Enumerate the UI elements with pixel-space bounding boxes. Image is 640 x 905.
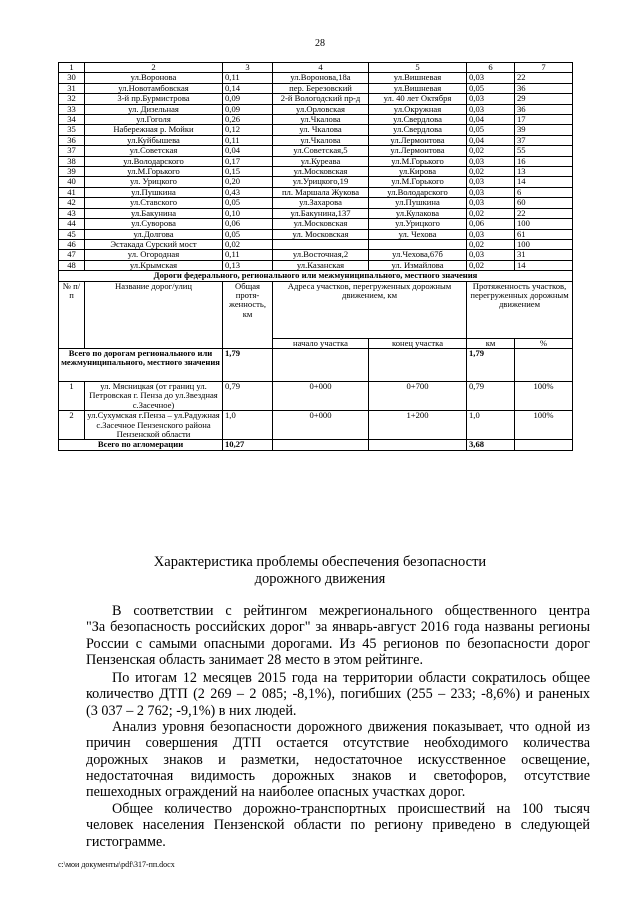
table-cell — [369, 239, 467, 249]
table-cell: 14 — [515, 260, 573, 270]
road-end: 1+200 — [369, 411, 467, 440]
table-cell: 0,03 — [467, 104, 515, 114]
table-cell: Набережная р. Мойки — [85, 125, 223, 135]
total-agglomeration-row — [59, 440, 573, 450]
table-cell: ул.Пушкина — [369, 198, 467, 208]
table-cell: 0,12 — [223, 125, 273, 135]
table-row — [59, 156, 573, 166]
table-cell: 47 — [59, 250, 85, 260]
table-cell: ул. Чкалова — [273, 125, 369, 135]
table-cell: ул. Чехова — [369, 229, 467, 239]
table-cell: 35 — [59, 125, 85, 135]
table-row — [59, 239, 573, 249]
table-row — [59, 94, 573, 104]
col-name-header: Название дорог/улиц — [85, 281, 223, 348]
table-cell: 6 — [515, 187, 573, 197]
table-cell: 0,06 — [467, 219, 515, 229]
table-cell: 0,02 — [467, 208, 515, 218]
table-cell: 39 — [59, 167, 85, 177]
road-num: 1 — [59, 381, 85, 410]
table-cell: ул.Московская — [273, 219, 369, 229]
section-heading — [0, 554, 640, 588]
text-line: В соответствии с рейтингом межрегионального общественного центра — [112, 603, 590, 619]
road-km: 0,79 — [467, 381, 515, 410]
text-line: Пензенская область занимает 28 место в этом рейтинге. — [86, 651, 423, 668]
road-start: 0+000 — [273, 381, 369, 410]
table-cell: 39 — [515, 125, 573, 135]
col-pct-header: % — [515, 338, 573, 348]
text-line: По итогам 12 месяцев 2015 года на территории области сократилось общее — [112, 670, 590, 686]
table-cell: 29 — [515, 94, 573, 104]
table-cell: 0,11 — [223, 73, 273, 83]
table-row — [59, 125, 573, 135]
table-cell: 0,43 — [223, 187, 273, 197]
table-cell: ул.М.Горького — [369, 177, 467, 187]
table-cell: 37 — [515, 135, 573, 145]
table-row — [59, 219, 573, 229]
roads-table — [58, 62, 573, 451]
table-cell: ул.Пушкина — [85, 187, 223, 197]
roads-header-row — [59, 281, 573, 338]
text-line: Анализ уровня безопасности дорожного движения показывает, что одной из — [112, 719, 590, 735]
road-km: 1,0 — [467, 411, 515, 440]
table-cell: ул.Орловская — [273, 104, 369, 114]
table-cell: 32 — [59, 94, 85, 104]
table-cell: ул.Чкалова — [273, 115, 369, 125]
table-row — [59, 115, 573, 125]
table-cell: 16 — [515, 156, 573, 166]
road-length: 0,79 — [223, 381, 273, 410]
table-cell: ул.Воронова — [85, 73, 223, 83]
table-cell: ул.Чкалова — [273, 135, 369, 145]
road-end: 0+700 — [369, 381, 467, 410]
table-cell: ул.Кулакова — [369, 208, 467, 218]
road-start: 0+000 — [273, 411, 369, 440]
table-cell: 0,05 — [223, 229, 273, 239]
header-cell: 2 — [85, 63, 223, 73]
table-cell: ул.Суворова — [85, 219, 223, 229]
table-cell: ул.Воронова,18а — [273, 73, 369, 83]
table-cell: 0,05 — [223, 198, 273, 208]
paragraph-rating — [86, 603, 590, 668]
table-cell: 0,03 — [467, 177, 515, 187]
col-length-header: Общая протя-женность, км — [223, 281, 273, 348]
empty-cell — [515, 348, 573, 381]
table-row — [59, 135, 573, 145]
col-start-header: начало участка — [273, 338, 369, 348]
empty-cell — [369, 440, 467, 450]
heading-line: дорожного движения — [254, 571, 386, 587]
table-cell: 43 — [59, 208, 85, 218]
table-cell: 0,09 — [223, 104, 273, 114]
table-cell: 61 — [515, 229, 573, 239]
text-line: России с самыми опасными дорогами. Из 45 регионов по безопасности дорог — [86, 635, 590, 652]
table-cell: ул.М.Горького — [369, 156, 467, 166]
table-cell: 31 — [515, 250, 573, 260]
table-row — [59, 73, 573, 83]
text-line: человек населения Пензенской области по региону приведено в следующей — [86, 817, 590, 834]
table-cell — [273, 239, 369, 249]
table-cell: ул. Огородная — [85, 250, 223, 260]
table-cell: 0,05 — [467, 83, 515, 93]
table-cell: 22 — [515, 73, 573, 83]
table-row — [59, 146, 573, 156]
table-cell: 36 — [515, 104, 573, 114]
table-cell: 33 — [59, 104, 85, 114]
table-cell: 34 — [59, 115, 85, 125]
table-row — [59, 208, 573, 218]
header-cell: 5 — [369, 63, 467, 73]
table-cell: 48 — [59, 260, 85, 270]
table-cell: 0,10 — [223, 208, 273, 218]
table-cell: ул.Московская — [273, 167, 369, 177]
table-cell: пл. Маршала Жукова — [273, 187, 369, 197]
table-cell: 0,26 — [223, 115, 273, 125]
table-cell: 14 — [515, 177, 573, 187]
empty-cell — [273, 348, 369, 381]
table-cell: 0,06 — [223, 219, 273, 229]
table-cell: 0,17 — [223, 156, 273, 166]
table-cell: 0,03 — [467, 73, 515, 83]
table-cell: 0,11 — [223, 250, 273, 260]
header-cell: 7 — [515, 63, 573, 73]
table-cell: 0,09 — [223, 94, 273, 104]
paragraph-histogram — [86, 801, 590, 850]
table-cell: 100 — [515, 239, 573, 249]
section-title-row — [59, 271, 573, 281]
table-cell: 0,20 — [223, 177, 273, 187]
table-cell: ул.Володарского — [369, 187, 467, 197]
text-line: "За безопасность российских дорог" за январь-август 2016 года названы регионы — [86, 619, 590, 636]
table-cell: 0,03 — [467, 187, 515, 197]
road-num: 2 — [59, 411, 85, 440]
table-cell: Эстакада Сурский мост — [85, 239, 223, 249]
table-cell: 3-й пр.Бурмистрова — [85, 94, 223, 104]
header-cell: 1 — [59, 63, 85, 73]
total-regional-length: 1,79 — [223, 348, 273, 381]
table-cell: пер. Березовский — [273, 83, 369, 93]
col-overloaded-header: Протяженность участков, перегруженных дорожным движением — [467, 281, 573, 338]
table-cell: 0,15 — [223, 167, 273, 177]
header-cell: 4 — [273, 63, 369, 73]
table-row — [59, 83, 573, 93]
table-cell: ул.Ставского — [85, 198, 223, 208]
table-cell: ул.Володарского — [85, 156, 223, 166]
header-cell: 6 — [467, 63, 515, 73]
text-line: Общее количество дорожно-транспортных происшествий на 100 тысяч — [112, 801, 590, 817]
table-cell: ул.Советская — [85, 146, 223, 156]
table-cell: 0,04 — [467, 135, 515, 145]
total-agglomeration-label: Всего по агломерации — [59, 440, 223, 450]
text-line: недостаточная видимость дорожных знаков и светофоров, отсутствие — [86, 767, 590, 784]
table-cell: ул.Урицкого,19 — [273, 177, 369, 187]
file-path-footer: c:\мои документы\pdf\317-пп.docx — [58, 860, 175, 869]
table-cell: ул.Долгова — [85, 229, 223, 239]
table-cell: 37 — [59, 146, 85, 156]
table-header-row — [59, 63, 573, 73]
table-cell: 0,04 — [223, 146, 273, 156]
page-number: 28 — [315, 38, 325, 49]
table-cell: 0,02 — [467, 239, 515, 249]
table-cell: 0,14 — [223, 83, 273, 93]
paragraph-analysis — [86, 719, 590, 800]
table-cell: ул.М.Горького — [85, 167, 223, 177]
table-row — [59, 250, 573, 260]
table-cell: ул.Вишневая — [369, 83, 467, 93]
total-agglomeration-length: 10,27 — [223, 440, 273, 450]
empty-cell — [273, 440, 369, 450]
table-cell: ул.Свердлова — [369, 125, 467, 135]
table-cell: ул.Чехова,67б — [369, 250, 467, 260]
empty-cell — [369, 348, 467, 381]
text-line: гистограмме. — [86, 833, 166, 850]
table-cell: ул. Измайлова — [369, 260, 467, 270]
table-cell: 42 — [59, 198, 85, 208]
total-regional-label: Всего по дорогам регионального или межмуниципального, местного значения — [59, 348, 223, 381]
table-cell: 30 — [59, 73, 85, 83]
table-cell: ул.Новотамбовская — [85, 83, 223, 93]
table-cell: 0,04 — [467, 115, 515, 125]
table-cell: 41 — [59, 187, 85, 197]
table-cell: ул.Лермонтова — [369, 135, 467, 145]
table-cell: 60 — [515, 198, 573, 208]
table-cell: 40 — [59, 177, 85, 187]
road-pct: 100% — [515, 411, 573, 440]
table-cell: 0,02 — [467, 260, 515, 270]
table-cell: ул.Урицкого — [369, 219, 467, 229]
table-cell: ул.Восточная,2 — [273, 250, 369, 260]
table-cell: ул.Свердлова — [369, 115, 467, 125]
table-cell: 13 — [515, 167, 573, 177]
table-row — [59, 260, 573, 270]
table-cell: ул.Куйбышева — [85, 135, 223, 145]
table-cell: ул.Лермонтова — [369, 146, 467, 156]
table-cell: 0,03 — [467, 198, 515, 208]
table-cell: ул.Захарова — [273, 198, 369, 208]
heading-line: Характеристика проблемы обеспечения безопасности — [153, 554, 487, 570]
table-row — [59, 187, 573, 197]
text-line: пешеходных ограждений на наиболее опасных участках дорог. — [86, 784, 466, 801]
paragraph-statistics — [86, 670, 590, 719]
table-cell: 0,03 — [467, 156, 515, 166]
table-cell: 38 — [59, 156, 85, 166]
table-cell: ул. 40 лет Октября — [369, 94, 467, 104]
table-cell: ул.Советская,5 — [273, 146, 369, 156]
col-end-header: конец участка — [369, 338, 467, 348]
table-row — [59, 104, 573, 114]
table-row — [59, 198, 573, 208]
table-cell: 45 — [59, 229, 85, 239]
text-line: количество ДТП (2 269 – 2 085; -8,1%), погибших (255 – 233; -8,6%) и раненых — [86, 686, 590, 703]
table-row — [59, 167, 573, 177]
table-cell: 0,02 — [223, 239, 273, 249]
col-addresses-header: Адреса участков, перегруженных дорожным движением, км — [273, 281, 467, 338]
table-cell: 46 — [59, 239, 85, 249]
total-agglomeration-km: 3,68 — [467, 440, 515, 450]
street-rows — [59, 63, 573, 271]
table-cell: 36 — [59, 135, 85, 145]
table-cell: ул.Куреава — [273, 156, 369, 166]
table-cell: ул.Бакунина — [85, 208, 223, 218]
road-row — [59, 411, 573, 440]
text-line: дорожных знаков и разметки, недостаточное искусственное освещение, — [86, 751, 590, 768]
roads-section — [59, 271, 573, 451]
table-cell: ул. Московская — [273, 229, 369, 239]
table-cell: ул. Дизельная — [85, 104, 223, 114]
col-km-header: км — [467, 338, 515, 348]
table-cell: 44 — [59, 219, 85, 229]
total-regional-km: 1,79 — [467, 348, 515, 381]
table-cell: ул.Гоголя — [85, 115, 223, 125]
table-cell: 100 — [515, 219, 573, 229]
table-cell: 31 — [59, 83, 85, 93]
header-cell: 3 — [223, 63, 273, 73]
table-cell: ул.Окружная — [369, 104, 467, 114]
empty-cell — [515, 440, 573, 450]
table-cell: 0,05 — [467, 125, 515, 135]
text-line: (3 037 – 2 762; -9,1%) в них людей. — [86, 702, 297, 719]
table-cell: 17 — [515, 115, 573, 125]
total-regional-row — [59, 348, 573, 381]
table-cell: 0,02 — [467, 146, 515, 156]
table-cell: 36 — [515, 83, 573, 93]
table-cell: 55 — [515, 146, 573, 156]
table-cell: ул.Кирова — [369, 167, 467, 177]
table-cell: ул.Бакунина,137 — [273, 208, 369, 218]
table-cell: 0,02 — [467, 167, 515, 177]
table-cell: 0,11 — [223, 135, 273, 145]
table-cell: 22 — [515, 208, 573, 218]
text-line: причин совершения ДТП остается отсутствие необходимого количества — [86, 735, 590, 752]
table-cell: ул. Урицкого — [85, 177, 223, 187]
table-row — [59, 177, 573, 187]
table-row — [59, 229, 573, 239]
road-name: ул. Мясницкая (от границ ул. Петровская г. Пенза до ул.Звездная с.Засечное) — [85, 381, 223, 410]
table-cell: ул.Казанская — [273, 260, 369, 270]
road-pct: 100% — [515, 381, 573, 410]
col-num-header: № п/п — [59, 281, 85, 348]
table-cell: 0,03 — [467, 250, 515, 260]
section-title: Дороги федерального, регионального или межмуниципального, местного значения — [59, 271, 573, 281]
table-cell: 2-й Вологодский пр-д — [273, 94, 369, 104]
road-row — [59, 381, 573, 410]
table-cell: 0,03 — [467, 229, 515, 239]
table-cell: 0,03 — [467, 94, 515, 104]
table-cell: ул.Вишневая — [369, 73, 467, 83]
road-length: 1,0 — [223, 411, 273, 440]
table-cell: 0,13 — [223, 260, 273, 270]
road-name: ул.Сухумская г.Пенза – ул.Радужная с.Засечное Пензенского района Пензенской области — [85, 411, 223, 440]
table-cell: ул.Крымская — [85, 260, 223, 270]
